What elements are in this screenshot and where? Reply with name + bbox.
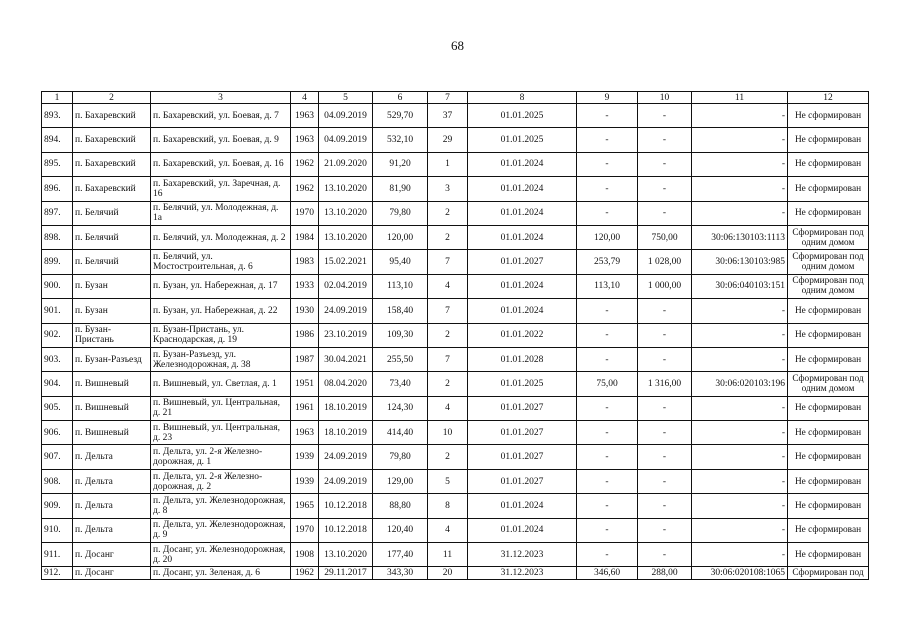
cell-resettlement-date: 01.01.2024 — [468, 274, 577, 298]
cell-residents: 20 — [428, 567, 468, 580]
cell-land-area: - — [577, 347, 638, 371]
cell-resettlement-date: 31.12.2023 — [468, 567, 577, 580]
column-number-row — [42, 92, 869, 104]
cell-area: 529,70 — [373, 104, 428, 128]
cell-survey-date: 13.10.2020 — [319, 177, 373, 201]
cell-residents: 3 — [428, 177, 468, 201]
cell-cadastral-value: - — [638, 347, 692, 371]
cell-area: 81,90 — [373, 177, 428, 201]
cell-cadastral-number: - — [692, 128, 788, 152]
cell-address: п. Досанг, ул. Железнодорожная, д. 20 — [151, 543, 291, 567]
table-row — [42, 421, 869, 445]
cell-address: п. Досанг, ул. Зеленая, д. 6 — [151, 567, 291, 580]
column-header: 4 — [291, 92, 319, 104]
cell-resettlement-date: 01.01.2027 — [468, 250, 577, 274]
cell-settlement: п. Дельта — [73, 469, 151, 493]
cell-land-status: Не сформирован — [788, 494, 869, 518]
cell-address: п. Бахаревский, ул. Боевая, д. 9 — [151, 128, 291, 152]
cell-cadastral-number: - — [692, 494, 788, 518]
cell-cadastral-number: - — [692, 445, 788, 469]
cell-cadastral-number: 30:06:130103:985 — [692, 250, 788, 274]
table-row — [42, 445, 869, 469]
cell-area: 120,40 — [373, 518, 428, 542]
cell-land-status: Не сформирован — [788, 323, 869, 347]
cell-resettlement-date: 01.01.2024 — [468, 177, 577, 201]
cell-cadastral-value: - — [638, 152, 692, 176]
cell-settlement: п. Вишневый — [73, 372, 151, 396]
cell-land-area: 75,00 — [577, 372, 638, 396]
cell-row-number: 911. — [42, 543, 73, 567]
cell-cadastral-value: - — [638, 104, 692, 128]
cell-cadastral-number: - — [692, 421, 788, 445]
cell-survey-date: 18.10.2019 — [319, 396, 373, 420]
cell-land-area: - — [577, 299, 638, 323]
cell-residents: 11 — [428, 543, 468, 567]
cell-cadastral-value: 1 000,00 — [638, 274, 692, 298]
cell-residents: 10 — [428, 421, 468, 445]
cell-address: п. Вишневый, ул. Светлая, д. 1 — [151, 372, 291, 396]
cell-area: 255,50 — [373, 347, 428, 371]
cell-cadastral-value: - — [638, 396, 692, 420]
cell-cadastral-number: - — [692, 396, 788, 420]
cell-settlement: п. Бахаревский — [73, 104, 151, 128]
cell-settlement: п. Белячий — [73, 225, 151, 249]
cell-land-status: Сформирован под — [788, 567, 869, 580]
cell-land-area: - — [577, 494, 638, 518]
cell-address: п. Белячий, ул. Мостостроительная, д. 6 — [151, 250, 291, 274]
cell-land-status: Не сформирован — [788, 469, 869, 493]
table-row — [42, 225, 869, 249]
cell-build-year: 1963 — [291, 128, 319, 152]
cell-row-number: 896. — [42, 177, 73, 201]
column-header: 7 — [428, 92, 468, 104]
cell-settlement: п. Дельта — [73, 494, 151, 518]
cell-address: п. Бузан-Пристань, ул. Краснодарская, д. 19 — [151, 323, 291, 347]
cell-build-year: 1984 — [291, 225, 319, 249]
cell-cadastral-value: - — [638, 323, 692, 347]
cell-row-number: 895. — [42, 152, 73, 176]
cell-settlement: п. Вишневый — [73, 396, 151, 420]
cell-residents: 2 — [428, 372, 468, 396]
cell-build-year: 1939 — [291, 445, 319, 469]
cell-settlement: п. Бахаревский — [73, 128, 151, 152]
cell-settlement: п. Белячий — [73, 201, 151, 225]
cell-land-status: Не сформирован — [788, 347, 869, 371]
cell-land-area: - — [577, 421, 638, 445]
cell-survey-date: 24.09.2019 — [319, 445, 373, 469]
table-row — [42, 128, 869, 152]
cell-build-year: 1962 — [291, 152, 319, 176]
table-row — [42, 104, 869, 128]
table-row — [42, 323, 869, 347]
cell-build-year: 1970 — [291, 201, 319, 225]
table-row — [42, 396, 869, 420]
cell-build-year: 1970 — [291, 518, 319, 542]
cell-resettlement-date: 01.01.2022 — [468, 323, 577, 347]
cell-row-number: 897. — [42, 201, 73, 225]
column-header: 10 — [638, 92, 692, 104]
cell-address: п. Бузан-Разъезд, ул. Железнодорожная, д. 38 — [151, 347, 291, 371]
cell-residents: 2 — [428, 323, 468, 347]
cell-land-status: Сформирован под одним домом — [788, 225, 869, 249]
cell-land-area: - — [577, 323, 638, 347]
cell-residents: 29 — [428, 128, 468, 152]
cell-cadastral-value: - — [638, 543, 692, 567]
cell-land-status: Не сформирован — [788, 445, 869, 469]
column-header: 8 — [468, 92, 577, 104]
table-row — [42, 543, 869, 567]
column-header: 6 — [373, 92, 428, 104]
cell-area: 120,00 — [373, 225, 428, 249]
cell-land-area: - — [577, 445, 638, 469]
cell-row-number: 903. — [42, 347, 73, 371]
cell-settlement: п. Дельта — [73, 518, 151, 542]
cell-resettlement-date: 01.01.2025 — [468, 104, 577, 128]
cell-resettlement-date: 01.01.2028 — [468, 347, 577, 371]
cell-resettlement-date: 01.01.2027 — [468, 445, 577, 469]
table-row — [42, 518, 869, 542]
cell-row-number: 905. — [42, 396, 73, 420]
cell-settlement: п. Бахаревский — [73, 177, 151, 201]
cell-resettlement-date: 01.01.2024 — [468, 518, 577, 542]
cell-area: 158,40 — [373, 299, 428, 323]
cell-land-status: Не сформирован — [788, 104, 869, 128]
cell-area: 532,10 — [373, 128, 428, 152]
cell-survey-date: 04.09.2019 — [319, 104, 373, 128]
cell-cadastral-value: 1 028,00 — [638, 250, 692, 274]
cell-resettlement-date: 01.01.2024 — [468, 152, 577, 176]
cell-resettlement-date: 31.12.2023 — [468, 543, 577, 567]
cell-area: 79,80 — [373, 201, 428, 225]
cell-build-year: 1963 — [291, 421, 319, 445]
column-header: 12 — [788, 92, 869, 104]
cell-resettlement-date: 01.01.2024 — [468, 201, 577, 225]
cell-survey-date: 13.10.2020 — [319, 543, 373, 567]
cell-land-area: - — [577, 469, 638, 493]
cell-cadastral-value: - — [638, 421, 692, 445]
cell-row-number: 908. — [42, 469, 73, 493]
cell-residents: 4 — [428, 274, 468, 298]
cell-row-number: 898. — [42, 225, 73, 249]
table-row — [42, 347, 869, 371]
cell-settlement: п. Бахаревский — [73, 152, 151, 176]
table-row — [42, 274, 869, 298]
cell-row-number: 909. — [42, 494, 73, 518]
cell-area: 414,40 — [373, 421, 428, 445]
cell-resettlement-date: 01.01.2027 — [468, 469, 577, 493]
cell-land-status: Не сформирован — [788, 177, 869, 201]
cell-survey-date: 04.09.2019 — [319, 128, 373, 152]
cell-area: 129,00 — [373, 469, 428, 493]
table-row — [42, 494, 869, 518]
cell-address: п. Бузан, ул. Набережная, д. 17 — [151, 274, 291, 298]
cell-resettlement-date: 01.01.2025 — [468, 128, 577, 152]
cell-address: п. Белячий, ул. Молодежная, д. 2 — [151, 225, 291, 249]
cell-settlement: п. Дельта — [73, 445, 151, 469]
cell-land-status: Не сформирован — [788, 299, 869, 323]
cell-build-year: 1962 — [291, 567, 319, 580]
table-row — [42, 372, 869, 396]
cell-row-number: 910. — [42, 518, 73, 542]
cell-survey-date: 21.09.2020 — [319, 152, 373, 176]
cell-cadastral-number: - — [692, 299, 788, 323]
cell-cadastral-value: - — [638, 445, 692, 469]
cell-area: 177,40 — [373, 543, 428, 567]
cell-area: 79,80 — [373, 445, 428, 469]
cell-address: п. Дельта, ул. Железнодорожная, д. 9 — [151, 518, 291, 542]
cell-residents: 7 — [428, 299, 468, 323]
cell-row-number: 904. — [42, 372, 73, 396]
cell-build-year: 1930 — [291, 299, 319, 323]
table-row — [42, 299, 869, 323]
cell-row-number: 912. — [42, 567, 73, 580]
cell-survey-date: 13.10.2020 — [319, 201, 373, 225]
cell-area: 73,40 — [373, 372, 428, 396]
cell-residents: 8 — [428, 494, 468, 518]
cell-settlement: п. Белячий — [73, 250, 151, 274]
table-row — [42, 469, 869, 493]
cell-cadastral-number: - — [692, 104, 788, 128]
cell-area: 124,30 — [373, 396, 428, 420]
table-row — [42, 567, 869, 580]
cell-cadastral-number: - — [692, 543, 788, 567]
column-header: 1 — [42, 92, 73, 104]
cell-survey-date: 13.10.2020 — [319, 225, 373, 249]
cell-area: 113,10 — [373, 274, 428, 298]
cell-build-year: 1963 — [291, 104, 319, 128]
cell-area: 343,30 — [373, 567, 428, 580]
column-header: 2 — [73, 92, 151, 104]
cell-land-area: 113,10 — [577, 274, 638, 298]
cell-row-number: 893. — [42, 104, 73, 128]
cell-survey-date: 02.04.2019 — [319, 274, 373, 298]
cell-land-status: Не сформирован — [788, 421, 869, 445]
cell-cadastral-value: 288,00 — [638, 567, 692, 580]
table-row — [42, 177, 869, 201]
cell-build-year: 1962 — [291, 177, 319, 201]
cell-settlement: п. Досанг — [73, 567, 151, 580]
cell-cadastral-value: - — [638, 128, 692, 152]
cell-cadastral-number: - — [692, 469, 788, 493]
cell-cadastral-number: 30:06:040103:151 — [692, 274, 788, 298]
cell-cadastral-number: - — [692, 152, 788, 176]
cell-land-area: - — [577, 152, 638, 176]
cell-survey-date: 18.10.2019 — [319, 421, 373, 445]
cell-build-year: 1961 — [291, 396, 319, 420]
cell-address: п. Бузан, ул. Набережная, д. 22 — [151, 299, 291, 323]
cell-cadastral-number: - — [692, 323, 788, 347]
cell-build-year: 1939 — [291, 469, 319, 493]
cell-address: п. Вишневый, ул. Центральная, д. 23 — [151, 421, 291, 445]
cell-area: 91,20 — [373, 152, 428, 176]
cell-cadastral-value: - — [638, 201, 692, 225]
cell-resettlement-date: 01.01.2027 — [468, 396, 577, 420]
cell-row-number: 899. — [42, 250, 73, 274]
table-row — [42, 250, 869, 274]
cell-area: 95,40 — [373, 250, 428, 274]
housing-registry-table — [41, 91, 869, 580]
cell-residents: 4 — [428, 396, 468, 420]
cell-area: 109,30 — [373, 323, 428, 347]
cell-survey-date: 24.09.2019 — [319, 469, 373, 493]
cell-survey-date: 10.12.2018 — [319, 518, 373, 542]
cell-area: 88,80 — [373, 494, 428, 518]
table-body — [42, 104, 869, 580]
cell-row-number: 906. — [42, 421, 73, 445]
cell-residents: 4 — [428, 518, 468, 542]
cell-survey-date: 30.04.2021 — [319, 347, 373, 371]
cell-land-status: Не сформирован — [788, 152, 869, 176]
cell-settlement: п. Вишневый — [73, 421, 151, 445]
table-row — [42, 201, 869, 225]
cell-land-area: - — [577, 128, 638, 152]
cell-cadastral-value: - — [638, 494, 692, 518]
cell-build-year: 1987 — [291, 347, 319, 371]
cell-cadastral-number: 30:06:020103:196 — [692, 372, 788, 396]
cell-build-year: 1908 — [291, 543, 319, 567]
cell-residents: 2 — [428, 445, 468, 469]
cell-resettlement-date: 01.01.2024 — [468, 494, 577, 518]
cell-survey-date: 15.02.2021 — [319, 250, 373, 274]
column-header: 11 — [692, 92, 788, 104]
cell-resettlement-date: 01.01.2025 — [468, 372, 577, 396]
cell-cadastral-number: - — [692, 201, 788, 225]
cell-land-status: Сформирован под одним домом — [788, 372, 869, 396]
cell-survey-date: 23.10.2019 — [319, 323, 373, 347]
column-header: 5 — [319, 92, 373, 104]
cell-residents: 7 — [428, 250, 468, 274]
cell-address: п. Вишневый, ул. Центральная, д. 21 — [151, 396, 291, 420]
cell-land-area: - — [577, 396, 638, 420]
column-header: 9 — [577, 92, 638, 104]
cell-cadastral-value: 1 316,00 — [638, 372, 692, 396]
cell-cadastral-value: 750,00 — [638, 225, 692, 249]
table-row — [42, 152, 869, 176]
cell-survey-date: 29.11.2017 — [319, 567, 373, 580]
cell-address: п. Белячий, ул. Молодежная, д. 1а — [151, 201, 291, 225]
cell-land-area: - — [577, 177, 638, 201]
cell-residents: 5 — [428, 469, 468, 493]
cell-land-status: Не сформирован — [788, 543, 869, 567]
cell-cadastral-value: - — [638, 177, 692, 201]
cell-survey-date: 24.09.2019 — [319, 299, 373, 323]
cell-land-status: Не сформирован — [788, 201, 869, 225]
cell-row-number: 894. — [42, 128, 73, 152]
cell-settlement: п. Бузан — [73, 299, 151, 323]
cell-row-number: 901. — [42, 299, 73, 323]
cell-address: п. Дельта, ул. 2-я Железно-дорожная, д. 1 — [151, 445, 291, 469]
cell-survey-date: 10.12.2018 — [319, 494, 373, 518]
cell-resettlement-date: 01.01.2027 — [468, 421, 577, 445]
cell-address: п. Бахаревский, ул. Боевая, д. 16 — [151, 152, 291, 176]
cell-row-number: 900. — [42, 274, 73, 298]
cell-residents: 7 — [428, 347, 468, 371]
cell-land-area: - — [577, 201, 638, 225]
cell-build-year: 1986 — [291, 323, 319, 347]
cell-build-year: 1933 — [291, 274, 319, 298]
cell-land-status: Сформирован под одним домом — [788, 250, 869, 274]
cell-residents: 1 — [428, 152, 468, 176]
cell-land-area: - — [577, 104, 638, 128]
cell-settlement: п. Бузан — [73, 274, 151, 298]
cell-land-area: - — [577, 518, 638, 542]
cell-build-year: 1951 — [291, 372, 319, 396]
cell-resettlement-date: 01.01.2024 — [468, 299, 577, 323]
cell-cadastral-number: 30:06:130103:1113 — [692, 225, 788, 249]
cell-address: п. Дельта, ул. Железнодорожная, д. 8 — [151, 494, 291, 518]
cell-cadastral-value: - — [638, 518, 692, 542]
cell-address: п. Бахаревский, ул. Заречная, д. 16 — [151, 177, 291, 201]
cell-land-status: Не сформирован — [788, 128, 869, 152]
cell-land-area: 120,00 — [577, 225, 638, 249]
cell-settlement: п. Досанг — [73, 543, 151, 567]
cell-residents: 37 — [428, 104, 468, 128]
cell-build-year: 1983 — [291, 250, 319, 274]
cell-residents: 2 — [428, 201, 468, 225]
cell-residents: 2 — [428, 225, 468, 249]
cell-row-number: 907. — [42, 445, 73, 469]
cell-row-number: 902. — [42, 323, 73, 347]
cell-land-status: Не сформирован — [788, 396, 869, 420]
cell-settlement: п. Бузан-Пристань — [73, 323, 151, 347]
cell-land-area: 253,79 — [577, 250, 638, 274]
cell-build-year: 1965 — [291, 494, 319, 518]
cell-land-area: - — [577, 543, 638, 567]
page-number: 68 — [451, 38, 464, 53]
cell-address: п. Дельта, ул. 2-я Железно-дорожная, д. 2 — [151, 469, 291, 493]
cell-land-status: Сформирован под одним домом — [788, 274, 869, 298]
cell-resettlement-date: 01.01.2024 — [468, 225, 577, 249]
column-header: 3 — [151, 92, 291, 104]
cell-cadastral-value: - — [638, 299, 692, 323]
cell-cadastral-number: - — [692, 518, 788, 542]
cell-cadastral-number: - — [692, 347, 788, 371]
cell-land-area: 346,60 — [577, 567, 638, 580]
cell-address: п. Бахаревский, ул. Боевая, д. 7 — [151, 104, 291, 128]
cell-cadastral-number: - — [692, 177, 788, 201]
cell-land-status: Не сформирован — [788, 518, 869, 542]
cell-survey-date: 08.04.2020 — [319, 372, 373, 396]
cell-cadastral-value: - — [638, 469, 692, 493]
cell-settlement: п. Бузан-Разъезд — [73, 347, 151, 371]
cell-cadastral-number: 30:06:020108:1065 — [692, 567, 788, 580]
